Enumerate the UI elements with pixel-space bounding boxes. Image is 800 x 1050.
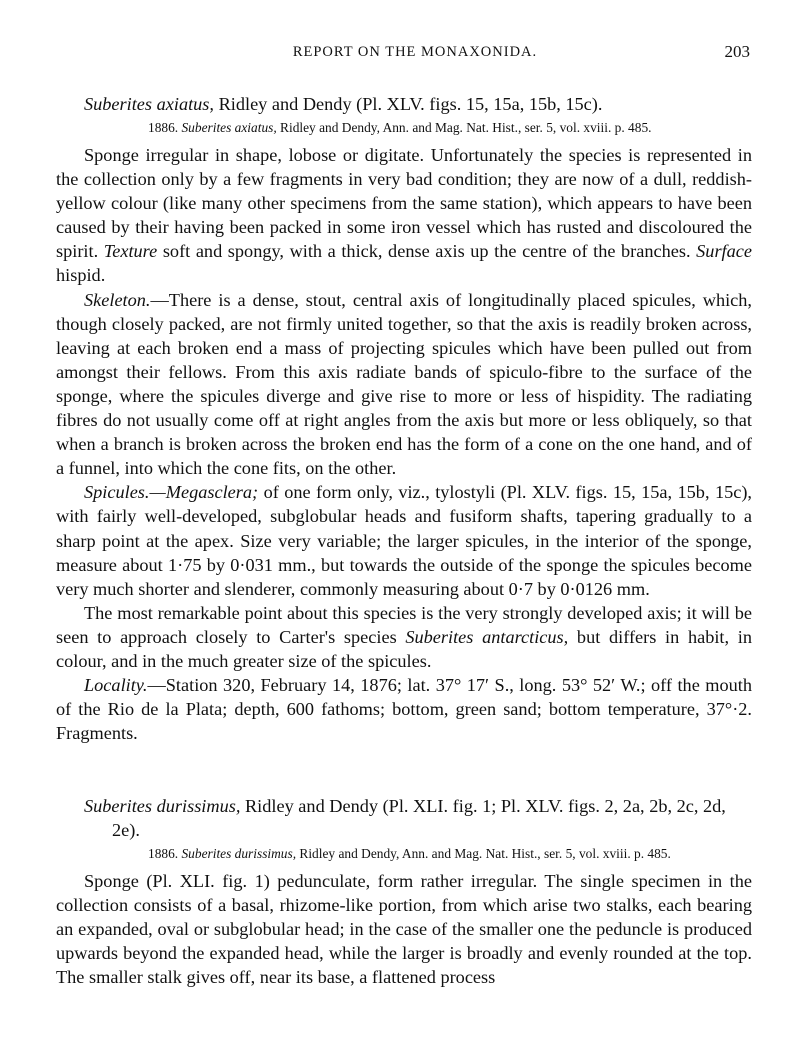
synonymy-reference [148,118,752,137]
species-heading [84,794,752,842]
reference-year: 1886. [148,120,182,135]
species-heading-citation: Ridley and Dendy (Pl. XLI. fig. 1; Pl. XLV. figs. 2, 2a, 2b, 2c, 2d, 2e). [112,796,726,840]
paragraph-text: of one form only, viz., tylostyli (Pl. XLV. figs. 15, 15a, 15b, 15c), with fairly well-developed, subglobular heads and fusiform shafts, tapering gradually to a sharp point at the apex. Size very variable; the larger spicules, in the interior of the sponge, measure about 1·75 by 0·031 mm., but towards the outside of the sponge the spicules become very much shorter and slenderer, commonly measuring about 0·7 by 0·0126 mm. [56,482,752,599]
surface-label: Surface [696,241,752,262]
species-heading [84,92,752,116]
spicules-label: Spicules.—Megasclera; [84,482,259,503]
paragraph-text: Sponge irregular in shape, lobose or digitate. Unfortunately the species is represented in the collection only by a few fragments in very bad condition; they are now of a dull, reddish-yellow colour (like many other specimens from the same station), which appears to have been caused by their having been packed in some iron vessel which has rusted and discoloured the spirit. [56,145,752,262]
reference-year: 1886. [148,846,182,861]
spicules-paragraph [56,480,752,600]
synonymy-reference [148,844,752,863]
reference-citation: Ridley and Dendy, Ann. and Mag. Nat. Hist., ser. 5, vol. xviii. p. 485. [276,120,652,135]
reference-name: Suberites axiatus, [181,120,277,135]
species-name: Suberites durissimus, [84,796,241,816]
species-name: Suberites axiatus, [84,94,214,114]
paragraph-text: but differs in habit, in colour, and in the much greater size of the spicules. [56,626,752,671]
paragraph-text: soft and spongy, with a thick, dense axis up the centre of the branches. [157,241,697,262]
paragraph-text: hispid. [56,265,106,286]
paragraph-text: The most remarkable point about this species is the very strongly developed axis; it will be seen to approach closely to Carter's species [56,602,752,647]
description-paragraph [56,143,752,288]
locality-label: Locality. [84,675,148,696]
running-title: REPORT ON THE MONAXONIDA. [292,44,538,60]
species-reference-name: Suberites antarcticus, [405,626,569,647]
reference-citation: Ridley and Dendy, Ann. and Mag. Nat. Hist., ser. 5, vol. xviii. p. 485. [296,846,671,861]
skeleton-label: Skeleton. [84,289,151,310]
skeleton-paragraph [56,288,752,481]
paragraph-text: —There is a dense, stout, central axis of longitudinally placed spicules, which, though closely packed, are not firmly united together, so that the axis is readily broken across, leaving at each broken end a mass of projecting spicules which have been pulled out from amongst their fellows. From this axis radiate bands of spiculo-fibre to the surface of the sponge, where the spicules diverge and give rise to more or less of hispidity. The radiating fibres do not usually come off at right angles from the axis but more or less obliquely, so that when a branch is broken across the broken end has the form of a cone on the one hand, and of a funnel, into which the cone fits, on the other. [56,289,752,479]
locality-paragraph [56,673,752,745]
description-paragraph: Sponge (Pl. XLI. fig. 1) pedunculate, form rather irregular. The single specimen in the collection consists of a basal, rhizome-like portion, from which arise two stalks, each bearing an expanded, oval or subglobular head; in the case of the smaller one the peduncle is produced upwards beyond the expanded head, while the larger is broadly and evenly rounded at the top. The smaller stalk gives off, near its base, a flattened process [56,871,752,988]
remarks-paragraph [56,601,752,673]
species-durissimus-section [0,794,800,989]
species-heading-citation: Ridley and Dendy (Pl. XLV. figs. 15, 15a, 15b, 15c). [214,94,603,114]
page-number: 203 [724,42,750,61]
texture-label: Texture [103,241,158,262]
reference-name: Suberites durissimus, [181,846,297,861]
species-axiatus-section [0,92,800,745]
paragraph-text: —Station 320, February 14, 1876; lat. 37° 17′ S., long. 53° 52′ W.; off the mouth of the Rio de la Plata; depth, 600 fathoms; bottom, green sand; bottom temperature, 37°·2. Fragments. [56,675,752,744]
